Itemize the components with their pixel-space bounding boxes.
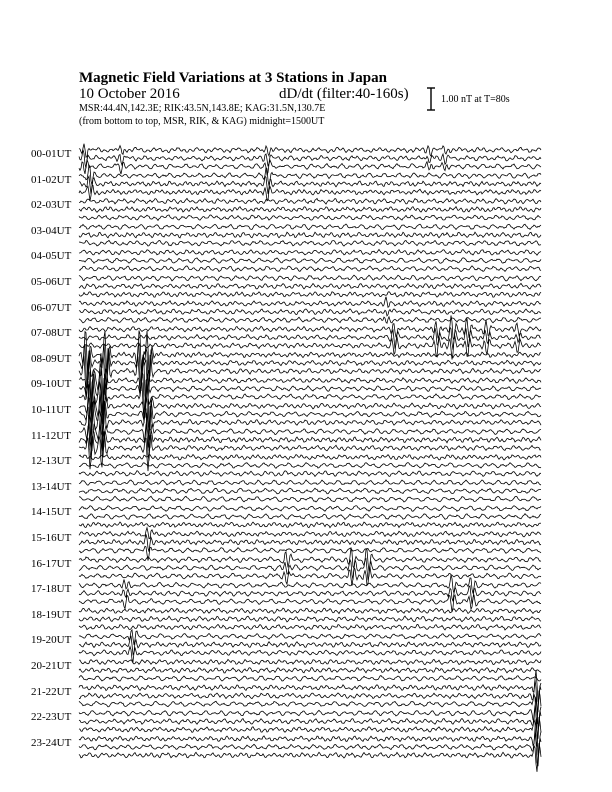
row-label: 18-19UT: [31, 608, 72, 621]
row-label: 21-22UT: [31, 685, 72, 698]
trace-kag-04-05UT: [79, 249, 541, 255]
trace-msr-18-19UT: [79, 624, 541, 630]
trace-msr-00-01UT: [79, 160, 541, 175]
row-label: 14-15UT: [31, 506, 72, 519]
trace-kag-18-19UT: [79, 608, 541, 613]
row-label: 20-21UT: [31, 660, 72, 672]
trace-rik-14-15UT: [79, 514, 541, 520]
trace-rik-05-06UT: [79, 283, 541, 289]
trace-rik-15-16UT: [79, 534, 541, 551]
trace-kag-06-07UT: [79, 297, 541, 308]
row-label: 05-06UT: [31, 276, 72, 288]
scale-bar-icon: [427, 88, 435, 110]
row-label: 03-04UT: [31, 224, 72, 237]
trace-msr-02-03UT: [79, 215, 541, 220]
row-label: 02-03UT: [31, 199, 72, 212]
row-label: 04-05UT: [31, 250, 72, 263]
trace-kag-03-04UT: [79, 224, 541, 230]
trace-msr-19-20UT: [79, 647, 541, 662]
stations-label: MSR:44.4N,142.3E; RIK:43.5N,143.8E; KAG:31.5N,130.7E: [79, 103, 326, 114]
row-label: 19-20UT: [31, 634, 72, 647]
trace-kag-19-20UT: [79, 630, 541, 645]
trace-msr-03-04UT: [79, 240, 541, 246]
order-note: (from bottom to top, MSR, RIK, & KAG) midnight=1500UT: [79, 116, 325, 127]
trace-rik-04-05UT: [79, 258, 541, 263]
row-label: 13-14UT: [31, 480, 72, 493]
trace-msr-12-13UT: [79, 471, 541, 477]
row-label: 23-24UT: [31, 736, 72, 749]
row-label: 10-11UT: [31, 404, 71, 416]
trace-group: [79, 144, 541, 772]
trace-msr-01-02UT: [79, 185, 541, 200]
trace-rik-20-21UT: [79, 667, 541, 673]
trace-kag-05-06UT: [79, 275, 541, 281]
row-label: 01-02UT: [31, 173, 72, 186]
chart-subtitle: [79, 86, 419, 104]
trace-rik-06-07UT: [79, 309, 541, 316]
row-label: 09-10UT: [31, 378, 72, 391]
row-label: 07-08UT: [31, 327, 72, 340]
trace-rik-23-24UT: [79, 733, 541, 767]
trace-kag-00-01UT: [79, 144, 541, 158]
row-label: 06-07UT: [31, 301, 72, 314]
trace-kag-15-16UT: [79, 528, 541, 539]
trace-msr-14-15UT: [79, 522, 541, 528]
row-label: 22-23UT: [31, 711, 72, 724]
trace-kag-14-15UT: [79, 506, 541, 512]
trace-rik-13-14UT: [79, 488, 541, 494]
trace-kag-23-24UT: [79, 719, 541, 755]
trace-kag-20-21UT: [79, 659, 541, 664]
date-label: 10 October 2016: [79, 86, 180, 102]
row-label: 17-18UT: [31, 583, 72, 596]
trace-rik-21-22UT: [79, 680, 541, 712]
trace-msr-13-14UT: [79, 496, 541, 502]
trace-msr-04-05UT: [79, 266, 541, 272]
trace-msr-05-06UT: [79, 292, 541, 298]
trace-rik-03-04UT: [79, 232, 541, 238]
quantity-label: dD/dt (filter:40-160s): [279, 86, 409, 102]
trace-msr-23-24UT: [79, 743, 541, 772]
scale-bar-label: 1.00 nT at T=80s: [441, 94, 510, 105]
trace-rik-02-03UT: [79, 207, 541, 213]
trace-kag-22-23UT: [79, 697, 541, 728]
chart-title: Magnetic Field Variations at 3 Stations in Japan: [79, 70, 387, 86]
row-label: 11-12UT: [31, 429, 71, 442]
row-label: 08-09UT: [31, 352, 72, 365]
row-label: 15-16UT: [31, 532, 72, 544]
trace-msr-20-21UT: [79, 676, 541, 682]
trace-kag-02-03UT: [79, 198, 541, 204]
row-label: 12-13UT: [31, 455, 72, 468]
trace-kag-13-14UT: [79, 480, 541, 485]
trace-msr-06-07UT: [79, 317, 541, 324]
row-label: 16-17UT: [31, 557, 72, 570]
trace-rik-18-19UT: [79, 616, 541, 622]
trace-kag-17-18UT: [79, 575, 541, 594]
row-label: 00-01UT: [31, 148, 72, 160]
